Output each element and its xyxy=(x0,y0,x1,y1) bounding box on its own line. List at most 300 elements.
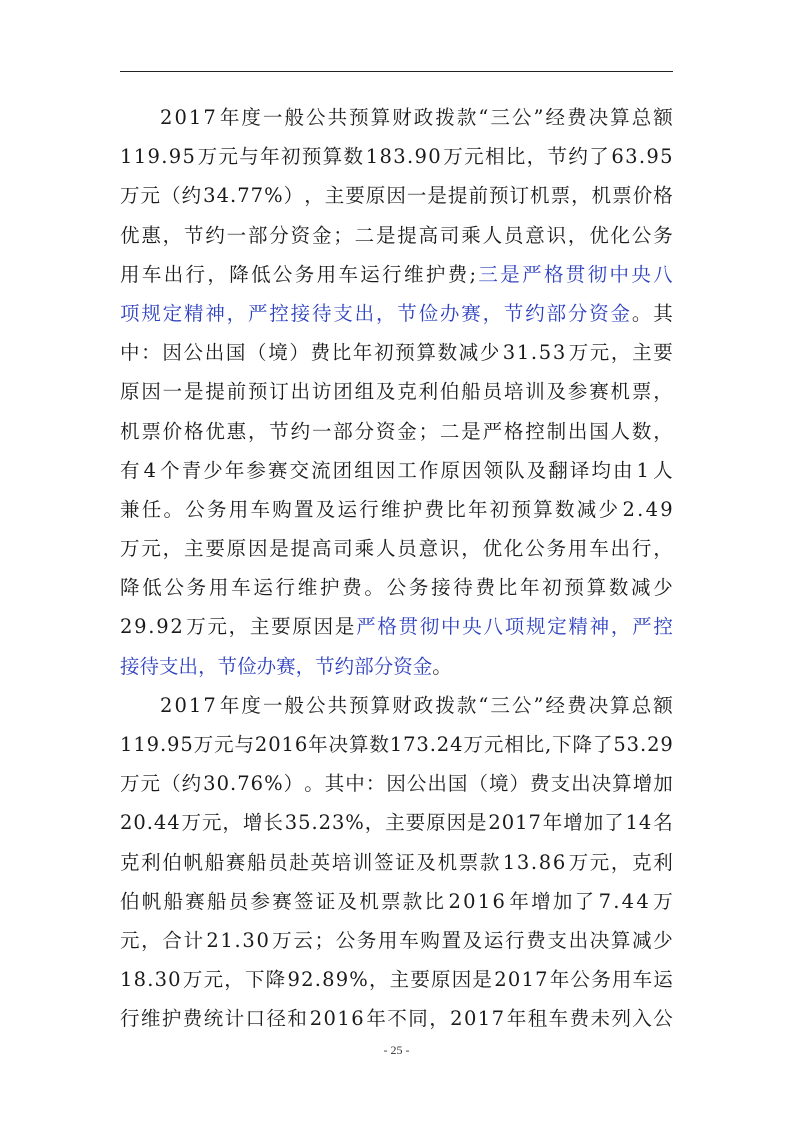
text-line xyxy=(120,451,673,490)
text-char: 兼 xyxy=(120,497,140,521)
text-char: 部 xyxy=(247,223,268,247)
text-line xyxy=(120,647,673,686)
highlighted-char: 金 xyxy=(412,654,433,678)
text-char: 4 xyxy=(450,733,463,756)
text-char: 订 xyxy=(509,184,530,208)
text-char: 译 xyxy=(569,458,590,482)
text-char: 票 xyxy=(631,380,652,404)
text-char: 2 xyxy=(301,968,314,992)
text-char: 中 xyxy=(120,341,140,365)
text-char: 2 xyxy=(622,497,635,521)
text-char: 7 xyxy=(528,811,541,835)
text-char: 原 xyxy=(426,811,446,835)
text-char: 境 xyxy=(488,772,509,796)
text-char: 5 xyxy=(182,145,195,169)
text-char: 护 xyxy=(402,497,423,521)
highlighted-char: 定 xyxy=(547,615,567,639)
text-char: 出 xyxy=(567,419,588,443)
text-char: 0 xyxy=(428,145,441,169)
text-char: ， xyxy=(162,537,183,561)
text-char: 年 xyxy=(260,145,280,169)
text-char: 行 xyxy=(631,537,652,561)
text-char: 下 xyxy=(244,968,265,992)
text-char: 出 xyxy=(204,341,225,365)
text-char: 车 xyxy=(589,537,609,561)
text-char: ， xyxy=(526,145,547,169)
text-char: 2 xyxy=(318,811,331,835)
text-char: 1 xyxy=(188,693,202,717)
text-char: 一 xyxy=(406,184,427,208)
text-char: 费 xyxy=(310,341,331,365)
text-char: 赛 xyxy=(225,850,246,874)
text-char: 3 xyxy=(416,733,429,756)
text-char: 统 xyxy=(203,1007,224,1031)
text-char: 车 xyxy=(250,497,271,521)
text-char: 决 xyxy=(591,772,612,796)
highlighted-char: 出 xyxy=(354,301,375,325)
text-char: 2 xyxy=(309,1007,323,1031)
text-char: 初 xyxy=(280,145,301,169)
text-char: 元 xyxy=(589,850,610,874)
text-char: 9 xyxy=(287,968,300,992)
text-char: 相 xyxy=(504,733,524,756)
text-char: 降 xyxy=(572,733,593,756)
highlighted-char: 控 xyxy=(653,615,673,639)
text-char: 万 xyxy=(197,145,218,169)
text-char: 0 xyxy=(507,968,521,992)
text-char: 减 xyxy=(632,928,652,952)
text-char: 购 xyxy=(272,497,292,521)
text-char: 费 xyxy=(567,106,587,129)
text-char: ， xyxy=(224,968,244,992)
text-char: 3 xyxy=(242,928,255,952)
text-char: 维 xyxy=(381,497,401,521)
text-char: 9 xyxy=(147,145,160,169)
text-line xyxy=(120,843,673,882)
text-char: 因 xyxy=(446,811,467,835)
text-line xyxy=(120,607,673,646)
text-char: 7 xyxy=(237,184,250,208)
text-char: 9 xyxy=(156,615,169,639)
text-char: 3 xyxy=(393,145,406,169)
text-char: 少 xyxy=(479,341,500,365)
text-char: 算 xyxy=(370,693,391,717)
text-char: 要 xyxy=(205,537,225,561)
text-char: 5 xyxy=(613,733,626,756)
text-char: 元 xyxy=(207,615,227,639)
highlighted-char: ， xyxy=(295,654,316,678)
text-char: 培 xyxy=(331,850,352,874)
text-char: 3 xyxy=(516,850,530,874)
text-char: 6 xyxy=(294,733,308,756)
text-char: 运 xyxy=(483,928,504,952)
highlighted-char: ， xyxy=(482,301,503,325)
text-char: 入 xyxy=(632,1007,652,1031)
text-char: 预 xyxy=(395,341,415,365)
text-char: 船 xyxy=(163,889,184,913)
text-char: 票 xyxy=(550,184,571,208)
text-char: 4 xyxy=(621,889,635,913)
text-char: 预 xyxy=(301,145,322,169)
text-char: 算 xyxy=(610,928,631,952)
text-char: 高 xyxy=(418,223,439,247)
text-char: . xyxy=(638,145,646,169)
text-char: 维 xyxy=(297,576,318,600)
text-char: 车 xyxy=(338,262,358,286)
text-char: 6 xyxy=(351,1007,364,1031)
text-char: . xyxy=(146,811,153,835)
text-char: 数 xyxy=(631,419,652,443)
text-char: 约 xyxy=(568,145,588,169)
text-char: 提 xyxy=(447,184,468,208)
text-char: 参 xyxy=(250,889,271,913)
text-char: 相 xyxy=(484,145,505,169)
text-char: ： xyxy=(141,341,161,365)
text-char: ； xyxy=(314,928,335,952)
text-char: 减 xyxy=(458,341,479,365)
text-char: 原 xyxy=(292,615,312,639)
text-char: 万 xyxy=(272,928,292,952)
text-char: 款 xyxy=(402,889,423,913)
text-char: 1 xyxy=(337,1007,350,1031)
text-char: 签 xyxy=(374,850,394,874)
text-char: 同 xyxy=(408,1007,428,1031)
text-char: 数 xyxy=(608,576,629,600)
text-char: 行 xyxy=(359,497,379,521)
text-line xyxy=(120,764,673,803)
text-char: 因 xyxy=(451,968,472,992)
text-char: ， xyxy=(653,537,673,561)
text-char: 6 xyxy=(492,889,505,913)
text-char: ； xyxy=(333,223,353,247)
text-char: 公 xyxy=(183,341,204,365)
text-char: 4 xyxy=(167,811,180,835)
text-char: 护 xyxy=(425,262,446,286)
text-char: 务 xyxy=(186,576,207,600)
text-char: “ xyxy=(478,693,489,717)
text-char: 2 xyxy=(450,1007,463,1031)
text-char: 8 xyxy=(379,145,392,169)
text-char: 列 xyxy=(611,1007,631,1031)
text-char: 运 xyxy=(653,968,673,992)
text-char: 及 xyxy=(416,850,436,874)
text-char: 节 xyxy=(183,223,204,247)
text-char: 一 xyxy=(226,223,247,247)
text-char: 机 xyxy=(359,889,379,913)
highlighted-char: 格 xyxy=(543,262,564,286)
text-char: 与 xyxy=(239,145,259,169)
text-char: 务 xyxy=(408,576,429,600)
text-char: ） xyxy=(283,772,304,796)
text-char: 计 xyxy=(183,928,204,952)
text-line xyxy=(120,372,673,411)
highlighted-char: 严 xyxy=(632,615,652,639)
text-char: 资 xyxy=(375,419,396,443)
text-char: 1 xyxy=(188,106,202,129)
text-char: 资 xyxy=(290,223,311,247)
text-char: 待 xyxy=(453,576,473,600)
text-char: 主 xyxy=(389,968,410,992)
text-char: 9 xyxy=(168,145,182,169)
text-line xyxy=(120,98,673,137)
text-char: 少 xyxy=(598,497,619,521)
text-char: 克 xyxy=(397,380,417,404)
page-number: - 25 - xyxy=(383,1043,410,1057)
text-char: 比 xyxy=(505,145,526,169)
highlighted-char: 规 xyxy=(141,301,161,325)
highlighted-char: 格 xyxy=(377,615,397,639)
text-char: 要 xyxy=(653,341,673,365)
text-char: 预 xyxy=(511,497,532,521)
text-char: 算 xyxy=(322,145,343,169)
text-char: 了 xyxy=(574,889,595,913)
text-char: 出 xyxy=(571,772,591,796)
text-char: 1 xyxy=(516,341,530,365)
text-char: 乘 xyxy=(461,223,481,247)
text-char: 0 xyxy=(133,811,146,835)
text-char: 价 xyxy=(162,419,183,443)
text-char: 万 xyxy=(568,341,589,365)
text-char: 7 xyxy=(403,733,416,756)
text-char: 。 xyxy=(163,497,184,521)
text-char: ， xyxy=(247,419,268,443)
text-char: ， xyxy=(429,1007,449,1031)
text-char: 公 xyxy=(511,106,532,129)
highlighted-char: 支 xyxy=(333,301,353,325)
text-char: 3 xyxy=(203,184,216,208)
text-char: 比 xyxy=(524,733,545,756)
text-char: 2 xyxy=(170,615,183,639)
text-char: ， xyxy=(610,341,631,365)
text-char: 9 xyxy=(146,733,160,756)
text-char: 增 xyxy=(563,811,583,835)
text-char: 提 xyxy=(397,223,417,247)
text-char: 。 xyxy=(364,576,384,600)
text-char: 额 xyxy=(653,693,673,717)
text-char: 少 xyxy=(653,576,673,600)
text-char: 0 xyxy=(256,928,269,952)
text-char: 因 xyxy=(386,772,406,796)
text-char: 约 xyxy=(181,772,202,796)
text-char: 比 xyxy=(446,497,466,521)
text-char: 1 xyxy=(521,968,534,992)
text-char: 4 xyxy=(638,811,652,835)
text-char: 及 xyxy=(315,497,336,521)
text-char: 及 xyxy=(526,458,547,482)
highlighted-char: 中 xyxy=(609,262,629,286)
text-char: 比 xyxy=(497,576,518,600)
text-char: 出 xyxy=(568,928,589,952)
text-char: . xyxy=(148,615,155,639)
text-char: 购 xyxy=(420,928,440,952)
text-char: 算 xyxy=(610,693,630,717)
text-char: 格 xyxy=(183,419,204,443)
text-char: 人 xyxy=(610,419,631,443)
text-char: 赛 xyxy=(272,889,292,913)
text-char: 证 xyxy=(395,850,415,874)
text-char: 3 xyxy=(203,772,216,796)
text-char: 7 xyxy=(250,184,264,208)
text-char: 1 xyxy=(515,811,528,835)
text-char: 流 xyxy=(311,458,331,482)
text-char: 费 xyxy=(526,928,546,952)
text-char: 赴 xyxy=(289,850,309,874)
text-char: 初 xyxy=(374,341,394,365)
text-char: 机 xyxy=(610,380,631,404)
text-char: ， xyxy=(222,811,242,835)
text-char: . xyxy=(639,733,647,756)
text-char: 数 xyxy=(369,733,389,756)
text-char: 分 xyxy=(269,223,289,247)
text-char: . xyxy=(530,850,538,874)
text-char: 翻 xyxy=(548,458,568,482)
text-char: 前 xyxy=(468,184,488,208)
text-char: 算 xyxy=(586,576,607,600)
highlighted-char: 严 xyxy=(356,615,376,639)
text-char: ， xyxy=(610,850,631,874)
text-char: 价 xyxy=(632,184,653,208)
text-char: 了 xyxy=(592,733,613,756)
text-char: 国 xyxy=(447,772,468,796)
text-char: 加 xyxy=(583,811,604,835)
text-char: 1 xyxy=(365,145,379,169)
text-char: 格 xyxy=(653,184,673,208)
text-line xyxy=(120,803,673,842)
text-char: ， xyxy=(571,184,591,208)
text-char: 分 xyxy=(354,419,375,443)
text-char: 额 xyxy=(653,106,673,129)
text-char: 克 xyxy=(120,850,140,874)
text-char: 青 xyxy=(181,458,202,482)
text-char: 元 xyxy=(140,772,161,796)
text-char: 维 xyxy=(403,262,424,286)
highlighted-char: 俭 xyxy=(237,654,257,678)
text-char: % xyxy=(264,772,283,796)
text-char: 0 xyxy=(216,772,229,796)
text-char: 减 xyxy=(631,576,651,600)
text-line xyxy=(120,529,673,568)
text-char: 高 xyxy=(311,537,332,561)
text-char: 万 xyxy=(463,733,483,756)
text-char: 车 xyxy=(632,968,653,992)
text-char: 元 xyxy=(464,145,484,169)
text-char: 算 xyxy=(533,497,553,521)
text-char: 原 xyxy=(365,184,386,208)
text-char: 优 xyxy=(120,223,140,247)
text-char: 经 xyxy=(545,106,566,129)
text-char: 出 xyxy=(290,380,311,404)
text-char: 降 xyxy=(265,968,286,992)
text-char: 船 xyxy=(247,850,267,874)
text-char: 约 xyxy=(181,184,202,208)
text-char: 数 xyxy=(555,497,575,521)
text-char: 5 xyxy=(660,145,673,169)
highlighted-char: 贯 xyxy=(398,615,419,639)
text-char: 8 xyxy=(322,968,335,992)
text-char: 公 xyxy=(653,1007,673,1031)
text-char: 少 xyxy=(203,458,223,482)
highlighted-char: 俭 xyxy=(418,301,439,325)
text-char: 一 xyxy=(311,419,332,443)
text-char: . xyxy=(429,733,436,756)
text-char: 0 xyxy=(268,733,281,756)
text-char: 训 xyxy=(352,850,373,874)
text-char: 车 xyxy=(548,1007,569,1031)
text-char: 数 xyxy=(437,341,458,365)
text-char: 3 xyxy=(331,811,345,835)
paragraph xyxy=(120,686,673,1039)
text-char: 算 xyxy=(370,106,391,129)
text-char: 7 xyxy=(237,772,250,796)
text-char: 元 xyxy=(214,733,234,756)
text-char: 参 xyxy=(246,458,266,482)
text-char: 年 xyxy=(468,497,488,521)
text-char: 9 xyxy=(167,733,180,756)
text-char: 0 xyxy=(501,811,515,835)
text-char: 低 xyxy=(251,262,271,286)
text-char: 因 xyxy=(375,458,396,482)
highlighted-char: 项 xyxy=(120,301,140,325)
text-char: 1 xyxy=(120,733,133,756)
text-char: ） xyxy=(283,184,304,208)
text-char: 行 xyxy=(275,576,296,600)
text-line xyxy=(120,333,673,372)
text-char: 出 xyxy=(610,537,631,561)
text-char: 公 xyxy=(164,576,184,600)
text-char: 签 xyxy=(294,889,314,913)
text-char: 下 xyxy=(552,733,572,756)
text-char: 严 xyxy=(482,419,503,443)
text-char: 优 xyxy=(589,223,609,247)
text-char: 经 xyxy=(545,693,566,717)
text-char: 年 xyxy=(308,733,328,756)
text-char: 云 xyxy=(293,928,313,952)
text-char: 初 xyxy=(489,497,510,521)
text-char: 元 xyxy=(120,928,140,952)
text-char: 度 xyxy=(241,106,261,129)
highlighted-char: 办 xyxy=(439,301,460,325)
text-char: 境 xyxy=(268,341,288,365)
text-char: （ xyxy=(468,772,488,796)
text-line xyxy=(120,960,673,999)
text-char: 9 xyxy=(134,615,147,639)
text-char: 费 xyxy=(567,693,587,717)
text-char: 3 xyxy=(154,968,167,992)
text-char: 机 xyxy=(530,184,550,208)
text-char: ， xyxy=(567,223,588,247)
text-char: 3 xyxy=(625,145,638,169)
text-char: 减 xyxy=(576,497,597,521)
text-char: 低 xyxy=(142,576,162,600)
highlighted-char: 分 xyxy=(373,654,394,678)
text-char: 节 xyxy=(269,419,289,443)
text-char: 0 xyxy=(174,693,187,717)
text-char: . xyxy=(406,145,414,169)
text-char: 总 xyxy=(631,693,652,717)
text-char: 。 xyxy=(631,301,652,325)
text-char: 万 xyxy=(193,733,214,756)
text-char: 3 xyxy=(284,811,298,835)
text-char: 优 xyxy=(482,537,503,561)
text-char: 决 xyxy=(588,693,609,717)
text-char: 队 xyxy=(505,458,525,482)
text-char: 一 xyxy=(162,380,183,404)
text-char: ， xyxy=(653,380,673,404)
text-char: 2 xyxy=(160,693,173,717)
text-char: 万 xyxy=(181,811,202,835)
text-char: 参 xyxy=(567,380,588,404)
text-char: 1 xyxy=(477,889,491,913)
